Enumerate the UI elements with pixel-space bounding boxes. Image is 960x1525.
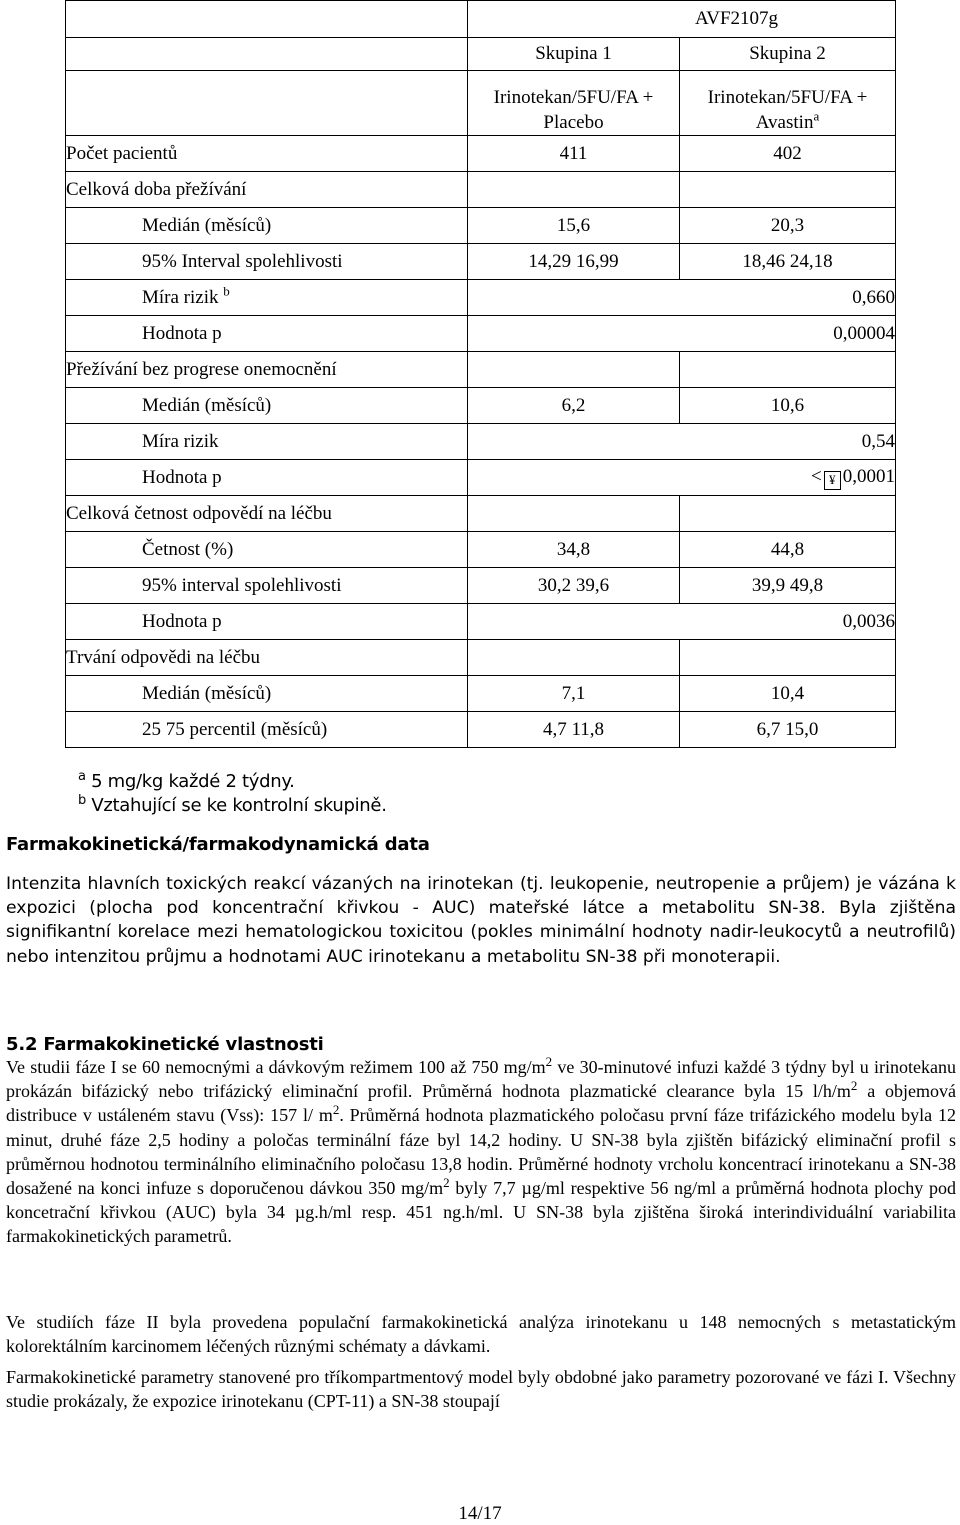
paragraph-pkpd: Intenzita hlavních toxických reakcí vázaných na irinotekan (tj. leukopenie, neutropenie a průjem) je vázána k expozici (plocha pod koncentrační křivkou - AUC) mateřské látce a metabolitu SN-38. Byla zjištěna signifikantní korelace mezi hematologickou toxicitou (pokles minimální hodnoty nadir-leukocytů a neutrofilů) nebo intenzitou průjmu a hodnotami AUC irinotekanu a metabolitu SN-38 při monoterapii. [6, 874, 956, 967]
table-row: Míra rizik $^b$ 0,660 [66, 280, 896, 316]
table-row: 95% interval spolehlivosti 30,2 39,6 39,9 49,8 [66, 568, 896, 604]
table-row: Celková četnost odpovědí na léčbu [66, 496, 896, 532]
paragraph-pk-3: Farmakokinetické parametry stanovené pro tříkompartmentový model byly obdobné jako parametry pozorované ve fázi I. Všechny studie prokázaly, že expozice irinotekanu (CPT-11) a SN-38 stoupají [6, 1367, 956, 1412]
header-group1-treatment: Irinotekan/5FU/FA + Placebo [468, 71, 680, 136]
table-row: Počet pacientů 411 402 [66, 136, 896, 172]
section-heading-5-2: 5.2 Farmakokinetické vlastnosti [6, 1034, 324, 1055]
header-study: AVF2107g [468, 1, 896, 38]
paragraph-pk-1: Ve studii fáze I se 60 nemocnými a dávkovým režimem 100 až 750 $mg/m^2$ ve 30-minutové infuzi každé 3 týdny byl u irinotekanu prokázán bifázický nebo trifázický eliminační profil. Průměrná hodnota plazmatické clearance byla 15 $l/h/m^2$ a objemová distribuce v ustáleném stavu (Vss): 157 l/ $m^2$. Průměrná hodnota plazmatického poločasu první fáze trifázického modelu byla 12 minut, druhé fáze 2,5 hodiny a poločas terminální fáze byl 14,2 hodiny. U SN-38 byla zjištěn bifázický eliminační profil s průměrnou hodnotou terminálního eliminačního poločasu 13,8 hodin. Průměrné hodnoty vrcholu koncentrací irinotekanu a SN-38 dosažené na konci infuze s doporučenou dávkou 350 $mg/m^2$ byly 7,7 µg/ml respektive 56 ng/ml a průměrná hodnota plochy pod koncetrační křivkou (AUC) byla 34 µg.h/ml resp. 451 ng.h/ml. U SN-38 byla zjištěna široká interindividuální variabilita farmakokinetických parametrů. [6, 1054, 957, 1247]
table-row: Hodnota p 0,0036 [66, 604, 896, 640]
paragraph-pk-2: Ve studiích fáze II byla provedena populační farmakokinetická analýza irinotekanu u 148 nemocných s metastatickým kolorektálním karcinomem léčených různými schématy a dávkami. [6, 1312, 956, 1357]
table-row: Četnost (%) 34,8 44,8 [66, 532, 896, 568]
table-row: Hodnota p 0,00004 [66, 316, 896, 352]
table-row: Medián (měsíců) 7,1 10,4 [66, 676, 896, 712]
footnote-b: $^b$ Vztahující se ke kontrolní skupině. [78, 793, 387, 816]
results-table [65, 0, 896, 748]
table-row: 25 75 percentil (měsíců) 4,7 11,8 6,7 15,0 [66, 712, 896, 748]
page-number: 14/17 [458, 1503, 502, 1524]
footnote-a: $^a$ 5 mg/kg každé 2 týdny. [78, 769, 295, 792]
table-row: Medián (měsíců) 6,2 10,6 [66, 388, 896, 424]
table-row: Míra rizik 0,54 [66, 424, 896, 460]
table-row: Hodnota p < ¥ 0,0001 [66, 460, 896, 496]
header-group2-treatment: Irinotekan/5FU/FA + Avastin$^a$ [680, 71, 896, 136]
header-group1: Skupina 1 [468, 38, 680, 71]
section-heading-pkpd: Farmakokinetická/farmakodynamická data [6, 834, 430, 855]
table-row: Přežívání bez progrese onemocnění [66, 352, 896, 388]
header-group2: Skupina 2 [680, 38, 896, 71]
table-row: Celková doba přežívání [66, 172, 896, 208]
missing-glyph-box: ¥ [824, 471, 841, 490]
table-row: Trvání odpovědi na léčbu [66, 640, 896, 676]
table-row: Medián (měsíců) 15,6 20,3 [66, 208, 896, 244]
table-row: 95% Interval spolehlivosti 14,29 16,99 18,46 24,18 [66, 244, 896, 280]
header-empty [66, 1, 468, 38]
